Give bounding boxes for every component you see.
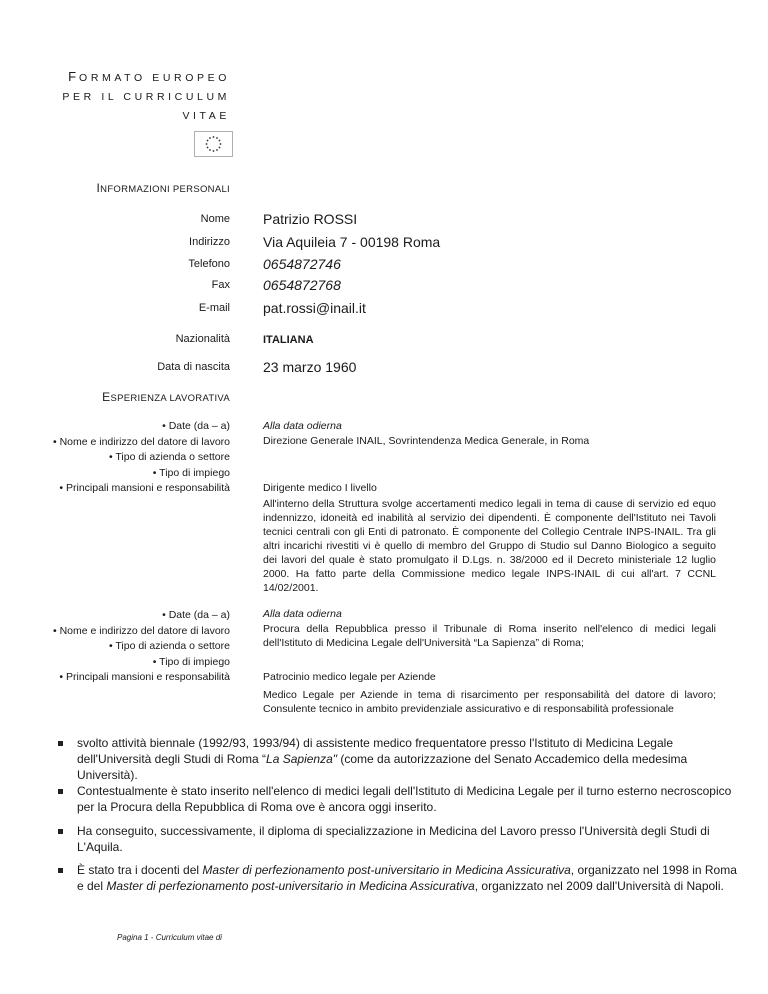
label-email: E-mail	[198, 302, 230, 314]
bullet-mark	[58, 868, 63, 873]
exp2-date: Alla data odierna	[263, 608, 342, 620]
value-telefono: 0654872746	[263, 256, 341, 272]
eu-flag-icon	[194, 131, 233, 157]
exp2-impiego: Patrocinio medico legale per Aziende	[263, 671, 436, 683]
exp1-details-2	[263, 481, 716, 595]
bullet-item-2: Contestualmente è stato inserito nell'elenco di medici legali dell'Istituto di Medicina Legale per il turno esterno necroscopico per la Procura della Repubblica di Roma ove è ancora oggi inserito.	[77, 784, 732, 814]
label-fax: Fax	[211, 279, 230, 291]
value-indirizzo: Via Aquileia 7 - 00198 Roma	[263, 234, 441, 250]
section-personal-info: INFORMAZIONI PERSONALI	[96, 181, 230, 195]
bullet-mark	[58, 789, 63, 794]
label-tipo-azienda: • Tipo di azienda o settore	[108, 451, 230, 463]
label-date: • Date (da – a)	[162, 609, 230, 621]
exp1-date: Alla data odierna	[263, 420, 342, 432]
header-line-1: FORMATO EUROPEO	[68, 69, 230, 84]
bullet-item-1: svolto attività biennale (1992/93, 1993/94) di assistente medico frequentatore presso l'Istituto di Medicina Legale dell'Università degli Studi di Roma “La Sapienza" (come da autorizzazione del Senato Accademico della medesima Università).	[77, 736, 688, 782]
bullet-mark	[58, 741, 63, 746]
label-datore: • Nome e indirizzo del datore di lavoro	[52, 435, 230, 448]
exp2-details	[263, 607, 716, 650]
label-datore: • Nome e indirizzo del datore di lavoro	[52, 624, 230, 637]
exp1-mansioni: All'interno della Struttura svolge accertamenti medico legali in tema di cause di servizio ed equo indennizzo, idoneità ed inabilità al servizio dei dipendenti. È componente dell'Istituto nei Tavoli tecnici centrali con gli Enti di patronato. È componente del Collegio Centrale INPS-INAIL. Tra gli altri incarichi rivestiti vi è quello di membro del Gruppo di Studio sul Danno Biologico a seguito dei lavori del quale è stato promulgato il D.Lgs. n. 38/2000 ed il Decreto ministeriale 12 luglio 2000. Ha fatto parte della Commissione medico legale INPS-INAIL di cui all'art. 7 CCNL 14/02/2001.	[263, 498, 716, 594]
label-date: • Date (da – a)	[162, 420, 230, 432]
bullet-mark	[58, 829, 63, 834]
header-line-3: VITAE	[182, 110, 230, 122]
exp2-mansioni: Medico Legale per Aziende in tema di risarcimento per responsabilità del datore di lavoro; Consulente tecnico in ambito previdenziale assicurativo e di responsabilità professionale	[263, 689, 716, 715]
label-tipo-impiego: • Tipo di impiego	[152, 655, 230, 668]
exp1-details	[263, 419, 716, 448]
label-indirizzo: Indirizzo	[189, 236, 230, 248]
label-mansioni: • Principali mansioni e responsabilità	[59, 671, 230, 683]
label-telefono: Telefono	[188, 258, 230, 270]
label-nome: Nome	[200, 213, 230, 225]
label-data-nascita: Data di nascita	[157, 361, 230, 373]
cv-header	[62, 67, 230, 126]
label-nazionalita: Nazionalità	[175, 333, 230, 345]
exp1-impiego: Dirigente medico I livello	[263, 482, 377, 494]
exp2-datore: Procura della Repubblica presso il Tribunale di Roma inserito nell'elenco di medici legali dell'Istituto di Medicina Legale dell'Università “La Sapienza” di Roma;	[263, 623, 716, 649]
value-nazionalita: ITALIANA	[263, 334, 314, 346]
exp1-datore: Direzione Generale INAIL, Sovrintendenza Medica Generale, in Roma	[263, 435, 590, 447]
label-mansioni: • Principali mansioni e responsabilità	[59, 482, 230, 494]
exp2-labels	[20, 608, 230, 686]
page-footer: Pagina 1 - Curriculum vitae di	[117, 933, 222, 942]
bullet-item-3: Ha conseguito, successivamente, il diploma di specializzazione in Medicina del Lavoro presso l'Università degli Studi di L'Aquila.	[77, 824, 710, 854]
bullet-item-4: È stato tra i docenti del Master di perfezionamento post-universitario in Medicina Assicurativa, organizzato nel 1998 in Roma e del Master di perfezionamento post-universitario in Medicina Assicurativa, organizzato nel 2009 dall'Università di Napoli.	[77, 863, 737, 893]
section-work-experience: ESPERIENZA LAVORATIVA	[102, 390, 230, 404]
value-email: pat.rossi@inail.it	[263, 300, 366, 316]
label-tipo-azienda: • Tipo di azienda o settore	[108, 640, 230, 652]
exp1-labels	[20, 419, 230, 497]
label-tipo-impiego: • Tipo di impiego	[152, 466, 230, 479]
exp2-details-2	[263, 670, 716, 716]
value-data-nascita: 23 marzo 1960	[263, 359, 357, 375]
header-line-2: PER IL CURRICULUM	[62, 91, 230, 103]
value-nome: Patrizio ROSSI	[263, 211, 358, 227]
value-fax: 0654872768	[263, 277, 341, 293]
